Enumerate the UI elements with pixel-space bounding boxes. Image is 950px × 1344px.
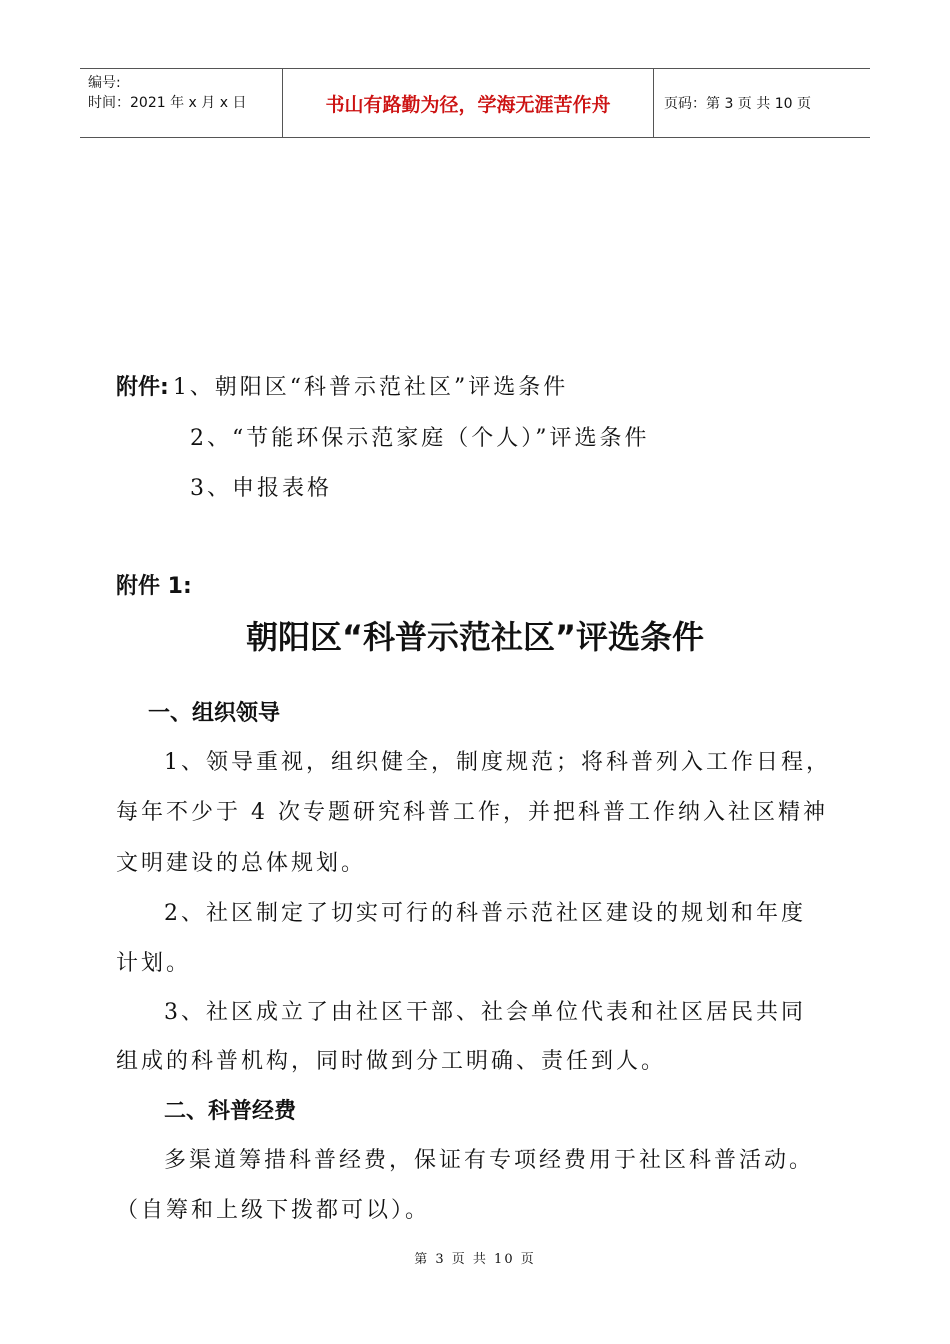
attachment1-label: 附件 1:: [116, 574, 192, 599]
attachments-first-row: [116, 370, 568, 401]
attachment-item: 3、申报表格: [190, 476, 332, 501]
header-page-info: 页码：第 3 页 共 10 页: [664, 96, 811, 112]
section2-heading: 二、科普经费: [164, 1099, 297, 1124]
attachment-item: 1、朝阳区“科普示范社区”评选条件: [172, 375, 569, 400]
header-meta: [80, 69, 282, 137]
paragraph-line: 每年不少于 4 次专题研究科普工作，并把科普工作纳入社区精神: [116, 800, 828, 825]
header-motto: 书山有路勤为径，学海无涯苦作舟: [282, 69, 654, 137]
paragraph-line: 组成的科普机构，同时做到分工明确、责任到人。: [116, 1049, 667, 1074]
document-date: 时间：2021 年 x 月 x 日: [88, 95, 247, 111]
page-header: [80, 68, 870, 138]
paragraph-line: 2、社区制定了切实可行的科普示范社区建设的规划和年度: [164, 901, 806, 926]
paragraph-line: 多渠道筹措科普经费，保证有专项经费用于社区科普活动。: [164, 1148, 815, 1173]
document-number-label: 编号:: [88, 75, 121, 91]
attachment-item: 2、“节能环保示范家庭（个人）”评选条件: [190, 426, 650, 451]
paragraph-line: 文明建设的总体规划。: [116, 851, 367, 876]
section1-heading: 一、组织领导: [148, 701, 281, 726]
page-footer: 第 3 页 共 10 页: [414, 1252, 536, 1267]
paragraph-line: 1、领导重视，组织健全，制度规范；将科普列入工作日程，: [164, 750, 831, 775]
attachments-label: 附件:: [116, 375, 169, 400]
paragraph-line: 计划。: [116, 951, 192, 976]
document-title: 朝阳区“科普示范社区”评选条件: [245, 618, 705, 656]
paragraph-line: （自筹和上级下拨都可以）。: [116, 1198, 431, 1223]
paragraph-line: 3、社区成立了由社区干部、社会单位代表和社区居民共同: [164, 1000, 806, 1025]
